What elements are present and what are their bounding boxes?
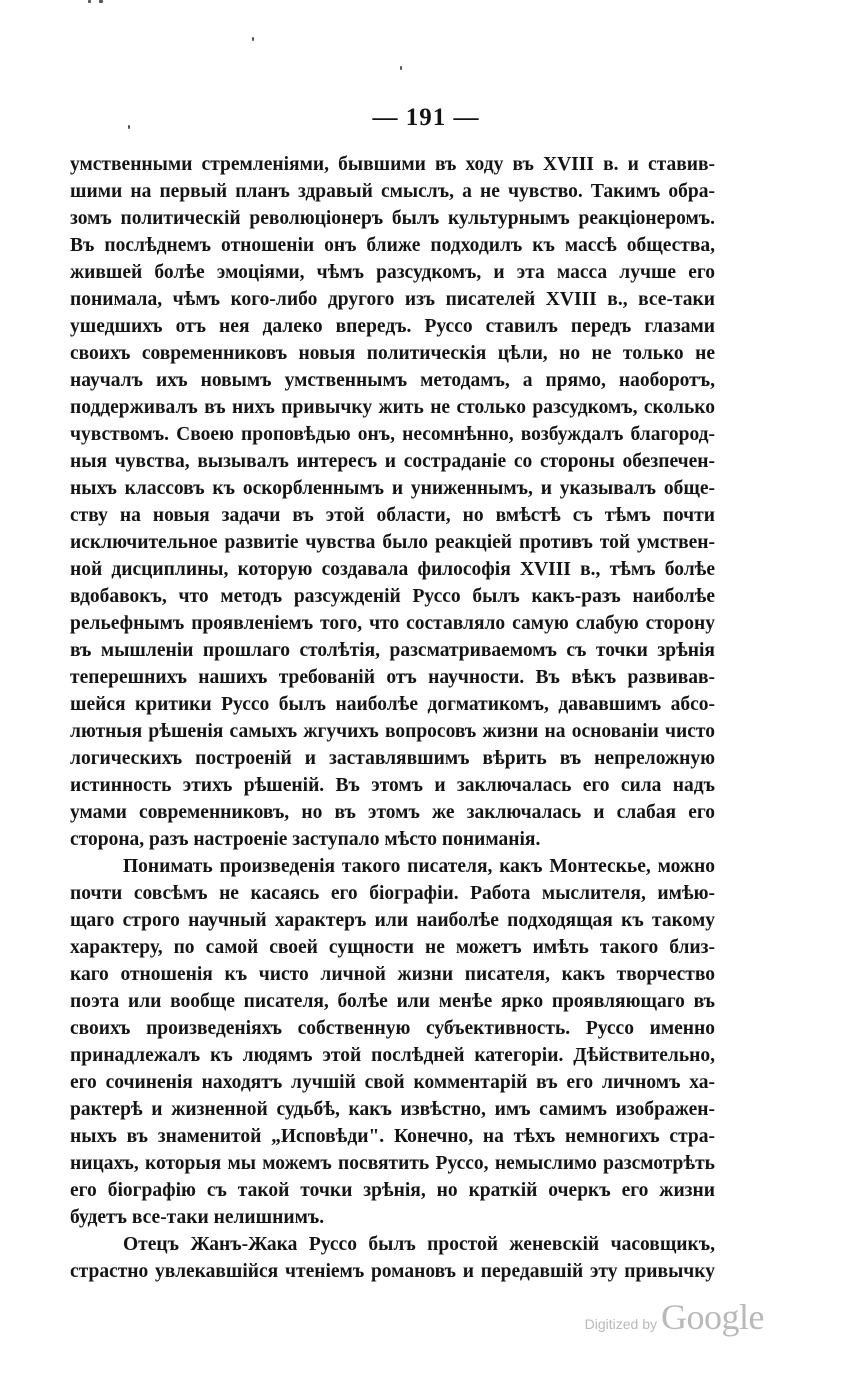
- text-line: каго отношенія къ чисто личной жизни писателя, какъ творчество: [70, 964, 715, 985]
- paragraph: [70, 1231, 715, 1285]
- text-line: его сочиненія находятъ лучшій свой комментарій въ его личномъ ха-: [70, 1072, 715, 1093]
- text-line: почти совсѣмъ не касаясь его біографіи. Работа мыслителя, имѣю-: [70, 883, 715, 904]
- paragraph: [70, 853, 715, 1231]
- scan-speck: [99, 0, 103, 3]
- text-line: ныхъ классовъ къ оскорбленнымъ и униженнымъ, и указывалъ обще-: [70, 478, 715, 499]
- text-line: вдобавокъ, что методъ разсужденій Руссо былъ какъ-разъ наиболѣе: [70, 586, 715, 607]
- text-line: логическихъ построеній и заставлявшимъ вѣрить въ непреложную: [70, 748, 715, 769]
- text-line: поддерживалъ въ нихъ привычку жить не столько разсудкомъ, сколько: [70, 397, 715, 418]
- text-line: щаго строго научный характеръ или наиболѣе подходящая къ такому: [70, 910, 715, 931]
- text-line: рактерѣ и жизненной судьбѣ, какъ извѣстно, имъ самимъ изображен-: [70, 1099, 715, 1120]
- scan-speck: [88, 0, 91, 3]
- text-line: рельефнымъ проявленіемъ того, что составляло самую слабую сторону: [70, 613, 715, 634]
- page-number: — 191 —: [372, 104, 480, 131]
- scan-speck: [252, 37, 254, 41]
- text-line: характеру, по самой своей сущности не можетъ имѣть такого близ-: [70, 937, 715, 958]
- text-line: научалъ ихъ новымъ умственнымъ методамъ, а прямо, наоборотъ,: [70, 370, 715, 391]
- text-line: ству на новыя задачи въ этой области, но вмѣстѣ съ тѣмъ почти: [70, 505, 715, 526]
- text-line: Отецъ Жанъ-Жака Руссо былъ простой женевскій часовщикъ,: [123, 1234, 715, 1255]
- text-line: шими на первый планъ здравый смыслъ, а не чувство. Такимъ обра-: [70, 181, 715, 202]
- text-line: понимала, чѣмъ кого-либо другого изъ писателей XVIII в., все-таки: [70, 289, 715, 310]
- text-line: Въ послѣднемъ отношеніи онъ ближе подходилъ къ массѣ общества,: [70, 235, 715, 256]
- text-line: умами современниковъ, но въ этомъ же заключалась и слабая его: [70, 802, 715, 823]
- text-line: Понимать произведенія такого писателя, какъ Монтескье, можно: [123, 856, 715, 877]
- body-text: [70, 151, 715, 1285]
- text-line: зомъ политическій революціонеръ былъ культурнымъ реакціонеромъ.: [70, 208, 715, 229]
- text-line: ныхъ въ знаменитой „Исповѣди". Конечно, на тѣхъ немногихъ стра-: [70, 1126, 715, 1147]
- text-line: истинность этихъ рѣшеній. Въ этомъ и заключалась его сила надъ: [70, 775, 715, 796]
- text-line: исключительное развитіе чувства было реакціей противъ той умствен-: [70, 532, 715, 553]
- text-line: своихъ произведеніяхъ собственную субъективность. Руссо именно: [70, 1018, 715, 1039]
- google-logo: Google: [661, 1297, 764, 1337]
- digitized-by-google-watermark: [585, 1296, 764, 1340]
- paragraph: [70, 151, 715, 853]
- text-line: своихъ современниковъ новыя политическія цѣли, но не только не: [70, 343, 715, 364]
- text-line: лютныя рѣшенія самыхъ жгучихъ вопросовъ жизни на основаніи чисто: [70, 721, 715, 742]
- text-line: поэта или вообще писателя, болѣе или менѣе ярко проявляющаго въ: [70, 991, 715, 1012]
- text-line: ныя чувства, вызывалъ интересъ и состраданіе со стороны обезпечен-: [70, 451, 715, 472]
- text-line: будетъ все-таки нелишнимъ.: [70, 1207, 325, 1228]
- text-line: теперешнихъ нашихъ требованій отъ научности. Въ вѣкъ развивав-: [70, 667, 715, 688]
- text-line: ной дисциплины, которую создавала философія XVIII в., тѣмъ болѣе: [70, 559, 715, 580]
- text-line: сторона, разъ настроеніе заступало мѣсто пониманія.: [70, 829, 541, 850]
- text-line: чувствомъ. Своею проповѣдью онъ, несомнѣнно, возбуждалъ благород-: [70, 424, 715, 445]
- text-line: принадлежалъ къ людямъ этой послѣдней категоріи. Дѣйствительно,: [70, 1045, 715, 1066]
- text-line: умственными стремленіями, бывшими въ ходу въ XVIII в. и ставив-: [70, 154, 715, 175]
- text-line: ушедшихъ отъ нея далеко впередъ. Руссо ставилъ передъ глазами: [70, 316, 715, 337]
- watermark-prefix: Digitized by: [584, 1316, 658, 1332]
- text-line: жившей болѣе эмоціями, чѣмъ разсудкомъ, и эта масса лучше его: [70, 262, 715, 283]
- scan-speck: [400, 66, 402, 70]
- text-line: ницахъ, которыя мы можемъ посвятить Руссо, немыслимо разсмотрѣть: [70, 1153, 715, 1174]
- text-line: въ мышленіи прошлаго столѣтія, разсматриваемомъ съ точки зрѣнія: [70, 640, 715, 661]
- text-line: страстно увлекавшійся чтеніемъ романовъ и передавшій эту привычку: [70, 1261, 715, 1282]
- text-line: его біографію съ такой точки зрѣнія, но краткій очеркъ его жизни: [70, 1180, 715, 1201]
- text-line: шейся критики Руссо былъ наиболѣе догматикомъ, дававшимъ абсо-: [70, 694, 715, 715]
